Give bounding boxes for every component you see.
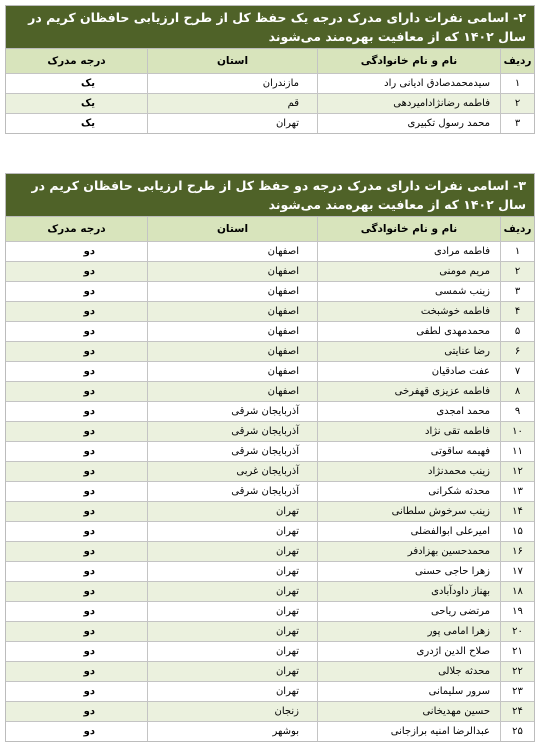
cell-degree: دو <box>83 646 95 657</box>
table-row <box>6 401 534 421</box>
table-row <box>6 721 534 741</box>
cell-degree: یک <box>81 118 95 129</box>
cell-province: اصفهان <box>147 302 317 321</box>
table-row <box>6 341 534 361</box>
cell-degree: دو <box>83 586 95 597</box>
table-title: ۳- اسامی نفرات دارای مدرک درجه دو حفظ کل از طرح ارزیابی حافظان کریم در سال ۱۴۰۲ که از معافیت بهره‌مند می‌شوند <box>6 174 534 216</box>
cell-index: ۲۱ <box>500 642 534 661</box>
table-row <box>6 481 534 501</box>
cell-province: آذربایجان غربی <box>147 462 317 481</box>
cell-index: ۲۰ <box>500 622 534 641</box>
table-body <box>6 241 534 741</box>
cell-name: زهرا حاجی حسنی <box>317 562 500 581</box>
cell-degree: دو <box>83 666 95 677</box>
cell-name: محدثه شکرانی <box>317 482 500 501</box>
cell-index: ۳ <box>500 114 534 133</box>
cell-name: سرور سلیمانی <box>317 682 500 701</box>
cell-name: زینب محمدنژاد <box>317 462 500 481</box>
table-row <box>6 261 534 281</box>
cell-degree: دو <box>83 506 95 517</box>
header-degree: درجه مدرک <box>47 223 106 235</box>
table-row <box>6 93 534 113</box>
cell-degree: دو <box>83 706 95 717</box>
cell-name: حسین مهدیخانی <box>317 702 500 721</box>
table-row <box>6 321 534 341</box>
cell-index: ۱۶ <box>500 542 534 561</box>
cell-degree: دو <box>83 406 95 417</box>
cell-index: ۱۴ <box>500 502 534 521</box>
cell-province: آذربایجان شرقی <box>147 402 317 421</box>
cell-province: اصفهان <box>147 342 317 361</box>
cell-degree: دو <box>83 526 95 537</box>
cell-province: اصفهان <box>147 282 317 301</box>
table-row <box>6 681 534 701</box>
cell-index: ۲ <box>500 94 534 113</box>
table-row <box>6 381 534 401</box>
cell-province: اصفهان <box>147 262 317 281</box>
header-index: ردیف <box>500 49 534 73</box>
cell-index: ۲۲ <box>500 662 534 681</box>
cell-name: مریم مومنی <box>317 262 500 281</box>
table-row <box>6 361 534 381</box>
table-title: ۲- اسامی نفرات دارای مدرک درجه یک حفظ کل از طرح ارزیابی حافظان کریم در سال ۱۴۰۲ که از معافیت بهره‌مند می‌شوند <box>6 6 534 48</box>
cell-name: زینب سرخوش سلطانی <box>317 502 500 521</box>
cell-index: ۸ <box>500 382 534 401</box>
cell-index: ۱۹ <box>500 602 534 621</box>
cell-province: آذربایجان شرقی <box>147 442 317 461</box>
table-body <box>6 73 534 133</box>
cell-degree: دو <box>83 606 95 617</box>
cell-province: تهران <box>147 114 317 133</box>
cell-index: ۱۰ <box>500 422 534 441</box>
cell-province: تهران <box>147 622 317 641</box>
cell-name: زینب شمسی <box>317 282 500 301</box>
table-header <box>6 48 534 73</box>
cell-province: آذربایجان شرقی <box>147 422 317 441</box>
header-province: استان <box>147 49 317 73</box>
cell-index: ۲۴ <box>500 702 534 721</box>
cell-name: فاطمه مرادی <box>317 242 500 261</box>
cell-province: اصفهان <box>147 382 317 401</box>
cell-index: ۱۵ <box>500 522 534 541</box>
cell-province: تهران <box>147 602 317 621</box>
cell-index: ۱ <box>500 74 534 93</box>
header-index: ردیف <box>500 217 534 241</box>
cell-degree: دو <box>83 326 95 337</box>
cell-name: محمد امجدی <box>317 402 500 421</box>
table-row <box>6 561 534 581</box>
cell-degree: دو <box>83 366 95 377</box>
table-header <box>6 216 534 241</box>
cell-province: بوشهر <box>147 722 317 741</box>
header-name: نام و نام خانوادگی <box>317 217 500 241</box>
cell-index: ۱ <box>500 242 534 261</box>
cell-degree: دو <box>83 426 95 437</box>
cell-province: تهران <box>147 542 317 561</box>
cell-name: فاطمه تقی نژاد <box>317 422 500 441</box>
cell-index: ۱۸ <box>500 582 534 601</box>
cell-index: ۲ <box>500 262 534 281</box>
cell-degree: دو <box>83 546 95 557</box>
cell-name: بهناز داودآبادی <box>317 582 500 601</box>
cell-degree: دو <box>83 726 95 737</box>
cell-degree: دو <box>83 486 95 497</box>
cell-name: مرتضی ریاحی <box>317 602 500 621</box>
cell-name: عفت صادقیان <box>317 362 500 381</box>
cell-name: فاطمه عزیزی قهفرخی <box>317 382 500 401</box>
cell-province: تهران <box>147 642 317 661</box>
table-degree-two <box>5 173 535 742</box>
table-row <box>6 281 534 301</box>
header-degree: درجه مدرک <box>47 55 106 67</box>
cell-index: ۳ <box>500 282 534 301</box>
cell-degree: دو <box>83 286 95 297</box>
cell-name: فهیمه ساقوتی <box>317 442 500 461</box>
table-row <box>6 113 534 133</box>
cell-province: تهران <box>147 582 317 601</box>
table-row <box>6 521 534 541</box>
cell-name: محدثه جلالی <box>317 662 500 681</box>
table-row <box>6 73 534 93</box>
cell-degree: دو <box>83 686 95 697</box>
cell-province: اصفهان <box>147 322 317 341</box>
cell-degree: دو <box>83 466 95 477</box>
cell-province: اصفهان <box>147 362 317 381</box>
cell-name: فاطمه رضانژادامیردهی <box>317 94 500 113</box>
cell-index: ۴ <box>500 302 534 321</box>
cell-name: رضا عنایتی <box>317 342 500 361</box>
cell-index: ۷ <box>500 362 534 381</box>
cell-index: ۵ <box>500 322 534 341</box>
table-row <box>6 541 534 561</box>
cell-name: محمد رسول تکبیری <box>317 114 500 133</box>
cell-province: مازندران <box>147 74 317 93</box>
table-row <box>6 421 534 441</box>
cell-degree: دو <box>83 266 95 277</box>
cell-degree: دو <box>83 306 95 317</box>
cell-name: محمدمهدی لطفی <box>317 322 500 341</box>
cell-province: اصفهان <box>147 242 317 261</box>
cell-name: سیدمحمدصادق ادیانی راد <box>317 74 500 93</box>
cell-index: ۲۵ <box>500 722 534 741</box>
cell-degree: دو <box>83 446 95 457</box>
cell-name: فاطمه خوشبخت <box>317 302 500 321</box>
cell-degree: دو <box>83 346 95 357</box>
cell-name: امیرعلی ابوالفضلی <box>317 522 500 541</box>
cell-index: ۱۲ <box>500 462 534 481</box>
cell-name: صلاح الدین اژدری <box>317 642 500 661</box>
header-name: نام و نام خانوادگی <box>317 49 500 73</box>
table-row <box>6 601 534 621</box>
header-province: استان <box>147 217 317 241</box>
cell-province: زنجان <box>147 702 317 721</box>
cell-province: آذربایجان شرقی <box>147 482 317 501</box>
cell-degree: یک <box>81 98 95 109</box>
table-row <box>6 641 534 661</box>
cell-name: عبدالرضا امنیه برازجانی <box>317 722 500 741</box>
table-row <box>6 241 534 261</box>
table-degree-one <box>5 5 535 134</box>
table-row <box>6 461 534 481</box>
cell-province: تهران <box>147 662 317 681</box>
cell-degree: دو <box>83 566 95 577</box>
cell-degree: دو <box>83 386 95 397</box>
cell-name: محمدحسین بهزادفر <box>317 542 500 561</box>
table-row <box>6 441 534 461</box>
cell-index: ۱۱ <box>500 442 534 461</box>
cell-province: تهران <box>147 502 317 521</box>
table-row <box>6 621 534 641</box>
table-row <box>6 701 534 721</box>
cell-province: قم <box>147 94 317 113</box>
cell-province: تهران <box>147 682 317 701</box>
cell-degree: یک <box>81 78 95 89</box>
cell-index: ۲۳ <box>500 682 534 701</box>
cell-index: ۹ <box>500 402 534 421</box>
table-row <box>6 301 534 321</box>
cell-degree: دو <box>83 626 95 637</box>
table-row <box>6 501 534 521</box>
cell-index: ۶ <box>500 342 534 361</box>
cell-degree: دو <box>83 246 95 257</box>
cell-index: ۱۳ <box>500 482 534 501</box>
cell-name: زهرا امامی پور <box>317 622 500 641</box>
cell-province: تهران <box>147 522 317 541</box>
table-row <box>6 581 534 601</box>
table-row <box>6 661 534 681</box>
cell-index: ۱۷ <box>500 562 534 581</box>
cell-province: تهران <box>147 562 317 581</box>
